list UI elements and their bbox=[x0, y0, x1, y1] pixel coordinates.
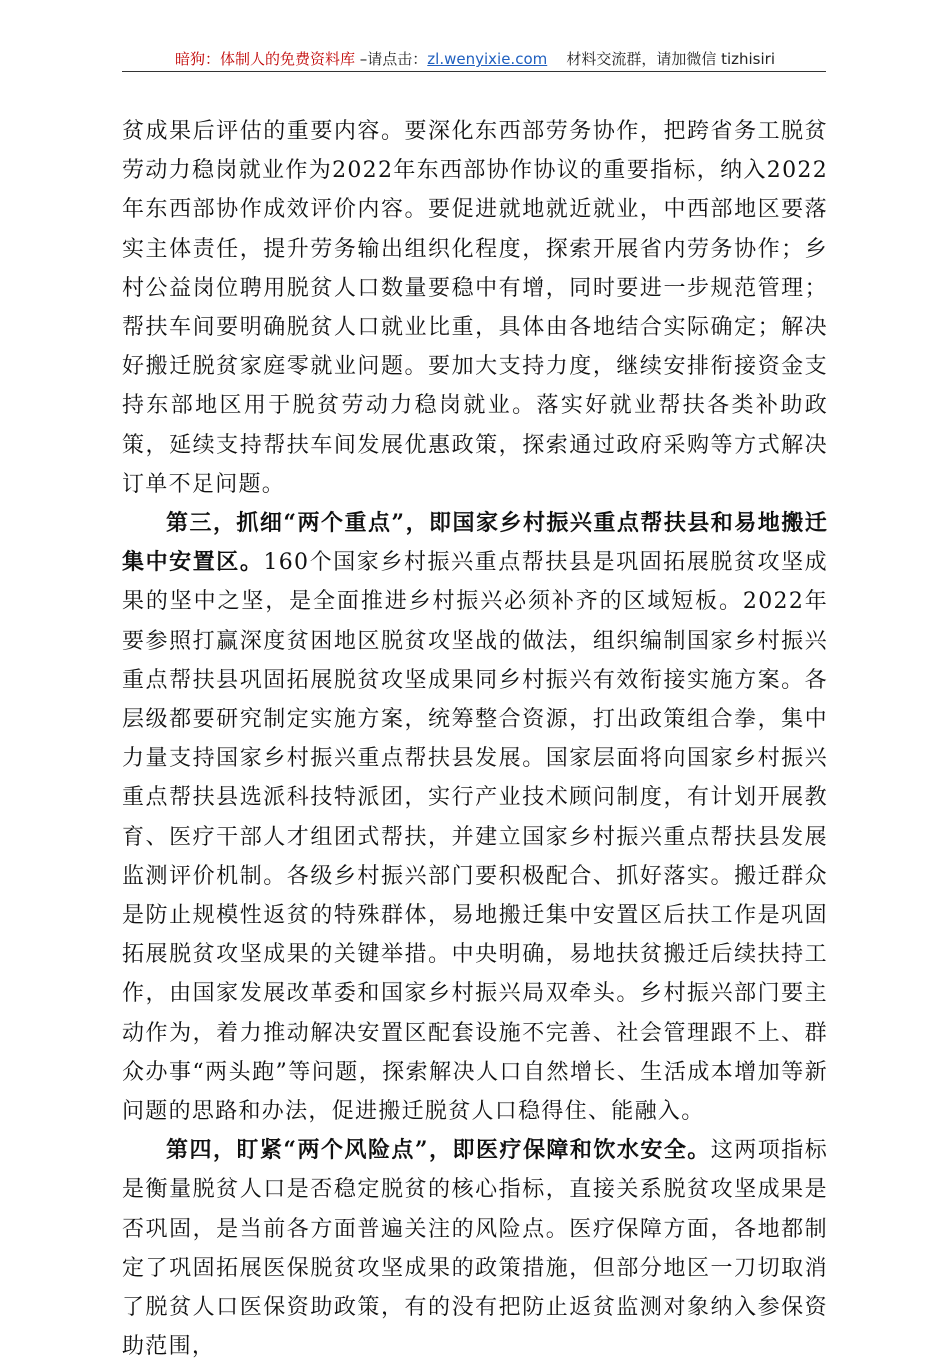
paragraph-3-lead: 第四，盯紧“两个风险点”，即医疗保障和饮水安全。 bbox=[166, 1137, 711, 1164]
header-click-prefix: –请点击： bbox=[355, 50, 428, 68]
paragraph-3-text: 这两项指标是衡量脱贫人口是否稳定脱贫的核心指标，直接关系脱贫攻坚成果是否巩固，是当前各方面普遍关注的风险点。医疗保障方面，各地都制定了巩固拓展医保脱贫攻坚成果的政策措施，但部分地区一刀切取消了脱贫人口医保资助政策，有的没有把防止返贫监测对象纳入参保资助范围， bbox=[122, 1138, 828, 1360]
paragraph-1 bbox=[122, 112, 828, 504]
paragraph-2-text: 160个国家乡村振兴重点帮扶县是巩固拓展脱贫攻坚成果的坚中之坚，是全面推进乡村振兴必须补齐的区域短板。2022年要参照打赢深度贫困地区脱贫攻坚战的做法，组织编制国家乡村振兴重点帮扶县巩固拓展脱贫攻坚成果同乡村振兴有效衔接实施方案。各层级都要研究制定实施方案，统筹整合资源，打出政策组合拳，集中力量支持国家乡村振兴重点帮扶县发展。国家层面将向国家乡村振兴重点帮扶县选派科技特派团，实行产业技术顾问制度，有计划开展教育、医疗干部人才组团式帮扶，并建立国家乡村振兴重点帮扶县发展监测评价机制。各级乡村振兴部门要积极配合、抓好落实。搬迁群众是防止规模性返贫的特殊群体，易地搬迁集中安置区后扶工作是巩固拓展脱贫攻坚成果的关键举措。中央明确，易地扶贫搬迁后续扶持工作，由国家发展改革委和国家乡村振兴局双牵头。乡村振兴部门要主动作为，着力推动解决安置区配套设施不完善、社会管理跟不上、群众办事“两头跑”等问题，探索解决人口自然增长、生活成本增加等新问题的思路和办法，促进搬迁脱贫人口稳得住、能融入。 bbox=[122, 550, 828, 1125]
header-wechat: 材料交流群，请加微信 tizhisiri bbox=[566, 50, 775, 68]
header-divider bbox=[122, 71, 826, 72]
paragraph-1-text: 贫成果后评估的重要内容。要深化东西部劳务协作，把跨省务工脱贫劳动力稳岗就业作为2022年东西部协作协议的重要指标，纳入2022年东西部协作成效评价内容。要促进就地就近就业，中西部地区要落实主体责任，提升劳务输出组织化程度，探索开展省内劳务协作；乡村公益岗位聘用脱贫人口数量要稳中有增，同时要进一步规范管理；帮扶车间要明确脱贫人口就业比重，具体由各地结合实际确定；解决好搬迁脱贫家庭零就业问题。要加大支持力度，继续安排衔接资金支持东部地区用于脱贫劳动力稳岗就业。落实好就业帮扶各类补助政策，延续支持帮扶车间发展优惠政策，探索通过政府采购等方式解决订单不足问题。 bbox=[122, 119, 828, 497]
paragraph-2 bbox=[122, 504, 828, 1131]
paragraph-3 bbox=[122, 1131, 828, 1366]
page-header bbox=[0, 48, 950, 70]
paragraph-2-lead: 第三，抓细“两个重点”，即国家乡村振兴重点帮扶县和易地搬迁集中安置区。 bbox=[122, 510, 828, 576]
header-brand: 暗狗：体制人的免费资料库 bbox=[175, 50, 356, 68]
document-body bbox=[122, 112, 828, 1367]
header-link[interactable]: zl.wenyixie.com bbox=[427, 50, 548, 68]
